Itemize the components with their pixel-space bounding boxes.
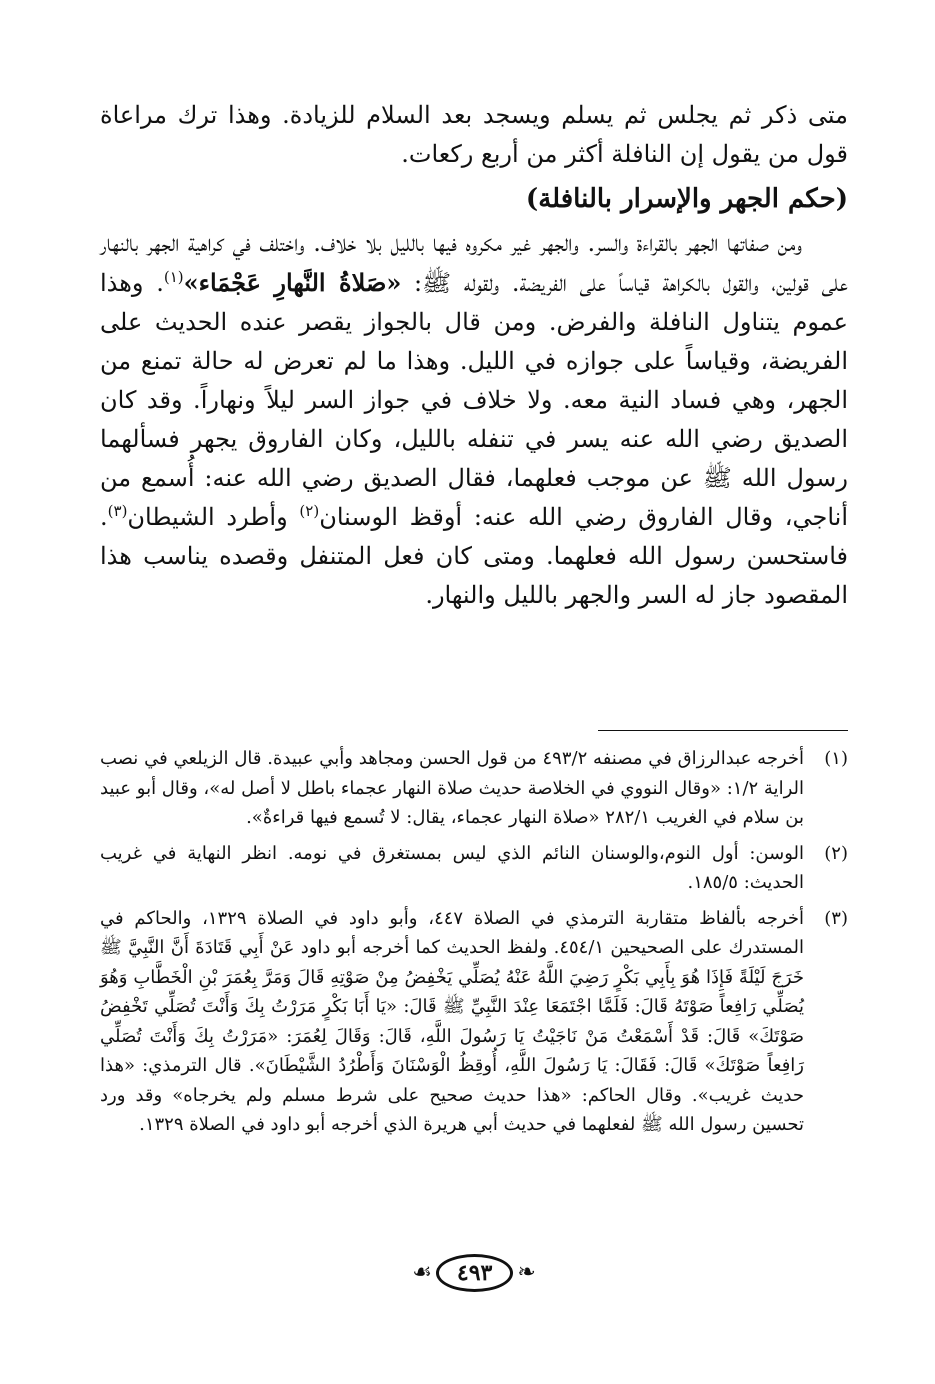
footnote-text: الوسن: أول النوم،والوسنان النائم الذي ليس بمستغرق في نومه. انظر النهاية في غريب الحديث: ١٨٥/٥. (100, 842, 804, 893)
paragraph-intro: متى ذكر ثم يجلس ثم يسلم ويسجد بعد السلام للزيادة. وهذا ترك مراعاة قول من يقول إن النافلة أكثر من أربع ركعات. (100, 101, 848, 168)
footnote-divider (598, 730, 848, 731)
paragraph-body (100, 224, 848, 615)
footnote-ref-1: (١) (163, 268, 184, 286)
ornament-right-icon: ☙ (412, 1260, 432, 1285)
section-heading: (حكم الجهر والإسرار بالنافلة) (525, 184, 848, 214)
hadith-quote: «صَلاةُ النَّهارِ عَجْمَاء» (183, 268, 402, 297)
main-text (100, 96, 848, 615)
page-number: ٤٩٣ (436, 1254, 513, 1292)
body-text-part-b: . وهذا عموم يتناول النافلة والفرض. ومن قال بالجواز يقصر عنده الحديث على الفريضة، وقياساً على جوازه في الليل. وهذا ما لم تعرض له حالة تمنع من الجهر، وهي فساد النية معه. ولا خلاف في جواز السر ليلاً ونهاراً. وقد كان الصديق رضي الله عنه يسر في تنفله بالليل، وكان الفاروق يجهر فسألهما رسول الله ﷺ عن موجب فعلهما، فقال الصديق رضي الله عنه: أُسمع من أناجي، وقال الفاروق رضي الله عنه: أوقظ الوسنان (100, 269, 849, 531)
footnote-number: (٣) (824, 907, 848, 929)
body-text-part-d: . فاستحسن رسول الله فعلهما. ومتى كان فعل المتنفل وقصده يناسب هذا المقصود جاز له السر والجهر بالليل والنهار. (100, 503, 848, 609)
footnote-item (100, 839, 848, 898)
footnote-text: أخرجه عبدالرزاق في مصنفه ٤٩٣/٢ من قول الحسن ومجاهد وأبي عبيدة. قال الزيلعي في نصب الراية ١/٢: «وقال النووي في الخلاصة حديث صلاة النهار عجماء باطل لا أصل له»، وقال أبو عبيد بن سلام في الغريب ٢٨٢/١ «صلاة النهار عجماء، يقال: لا تُسمع فيها قراءةٌ». (100, 748, 804, 828)
footnote-text: أخرجه بألفاظ متقاربة الترمذي في الصلاة ٤٤٧، وأبو داود في الصلاة ١٣٢٩، والحاكم في المستدرك على الصحيحين ٤٥٤/١. ولفظ الحديث كما أخرجه أبو داود عَنْ أَبِي قَتَادَةَ أَنَّ النَّبِيَّ ﷺ خَرَجَ لَيْلَةً فَإِذَا هُوَ بِأَبِي بَكْرٍ رَضِيَ اللَّهُ عَنْهُ يُصَلِّي يَخْفِضُ مِنْ صَوْتِهِ قَالَ وَمَرَّ بِعُمَرَ بْنِ الْخَطَّابِ وَهُوَ يُصَلِّي رَافِعاً صَوْتَهُ قَالَ: فَلَمَّا اجْتَمَعَا عِنْدَ النَّبِيِّ ﷺ قَالَ: «يَا أَبَا بَكْرٍ مَرَرْتُ بِكَ وَأَنْتَ تُصَلِّي تَخْفِضُ صَوْتَكَ» قَالَ: قَدْ أَسْمَعْتُ مَنْ نَاجَيْتُ يَا رَسُولَ اللَّهِ، قَالَ: وَقَالَ لِعُمَرَ: «مَرَرْتُ بِكَ وَأَنْتَ تُصَلِّي رَافِعاً صَوْتَكَ» قَالَ: فَقَالَ: يَا رَسُولَ اللَّهِ، أُوقِظُ الْوَسْنَانَ وَأَطْرُدُ الشَّيْطَانَ». قال الترمذي: «هذا حديث غريب». وقال الحاكم: «هذا حديث صحيح على شرط مسلم ولم يخرجاه» وقد ورد تحسين رسول الله ﷺ لفعلهما في حديث أبي هريرة الذي أخرجه أبو داود في الصلاة ١٣٢٩. (100, 907, 804, 1135)
footnote-item (100, 904, 848, 1140)
ornament-left-icon: ❧ (517, 1260, 536, 1285)
footnote-number: (٢) (824, 842, 848, 864)
body-text-part-a: ومن صفاتها الجهر بالقراءة والسر. والجهر غير مكروه فيها بالليل بلا خلاف. واختلف في كراهية الجهر بالنهار على قولين، والقول بالكراهة قياساً على الفريضة. ولقوله ﷺ: (100, 229, 848, 297)
footnote-item (100, 744, 848, 833)
page-number-area (100, 1254, 848, 1292)
body-text-part-c: وأطرد الشيطان (127, 503, 300, 531)
footnotes (100, 744, 848, 1146)
footnote-ref-3: (٣) (107, 502, 128, 520)
footnote-number: (١) (824, 748, 848, 769)
document-page (100, 0, 848, 1384)
footnote-ref-2: (٢) (299, 502, 320, 520)
